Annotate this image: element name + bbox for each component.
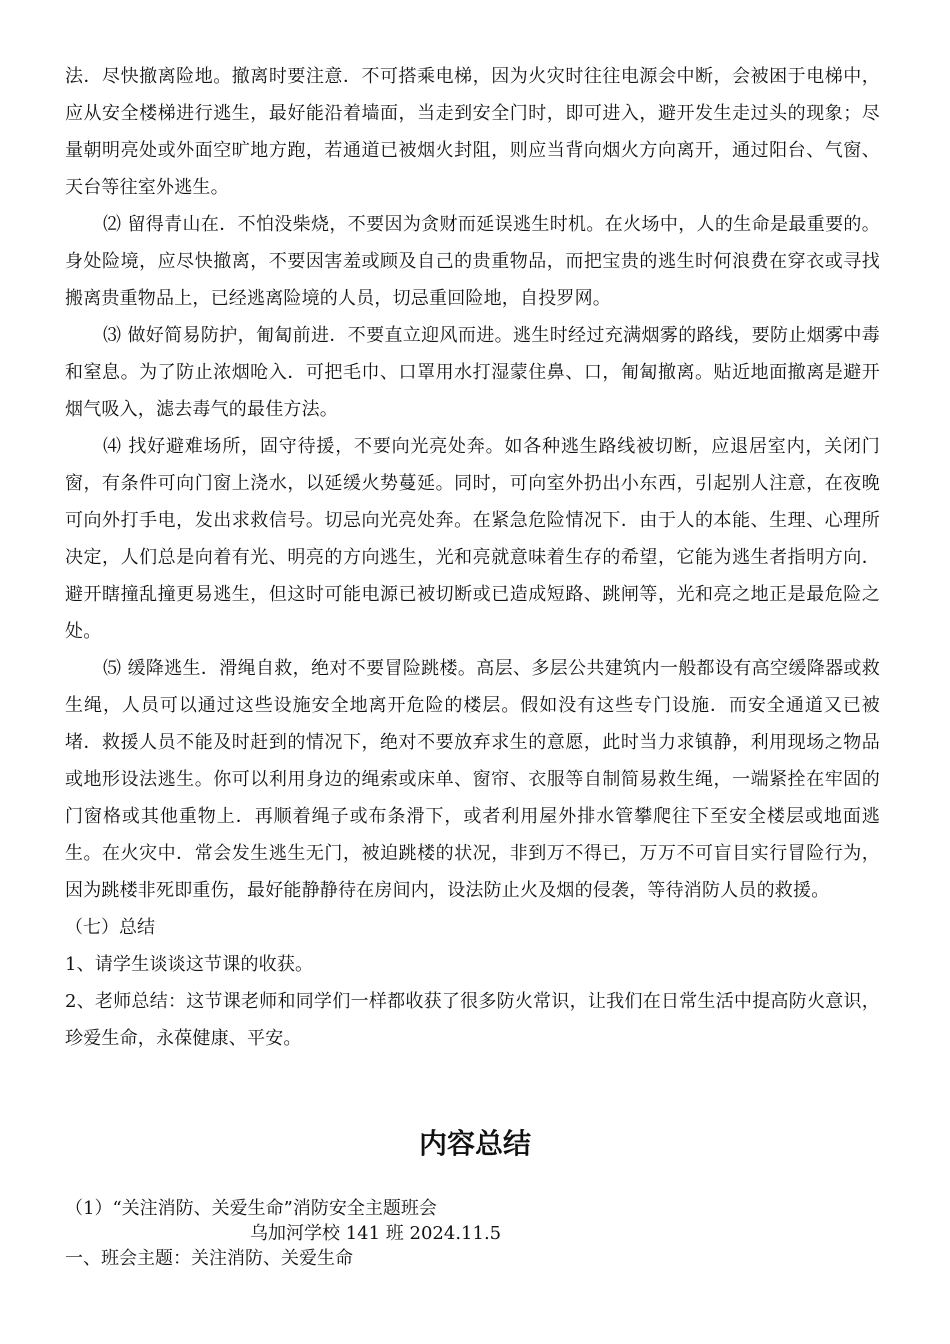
section-title: 内容总结 bbox=[418, 1127, 531, 1160]
summary-line-topic: （1）“关注消防、关爱生命”消防安全主题班会 bbox=[65, 1198, 437, 1219]
summary-item-2: 2、老师总结：这节课老师和同学们一样都收获了很多防火常识，让我们在日常生活中提高防火意识，珍爱生命，永葆健康、平安。 bbox=[65, 991, 880, 1049]
summary-line-school: 乌加河学校 141 班 2024.11.5 bbox=[250, 1223, 502, 1244]
paragraph-item-5: ⑸ 缓降逃生．滑绳自救，绝对不要冒险跳楼。高层、多层公共建筑内一般都设有高空缓降器或救生绳，人员可以通过这些设施安全地离开危险的楼层。假如没有这些专门设施．而安全通道又已被堵．救援人员不能及时赶到的情况下，绝对不要放弃求生的意愿，此时当力求镇静，利用现场之物品或地形设法逃生。你可以利用身边的绳索或床单、窗帘、衣服等自制简易救生绳，一端紧拴在牢固的门窗格或其他重物上．再顺着绳子或布条滑下，或者利用屋外排水管攀爬往下至安全楼层或地面逃生。在火灾中．常会发生逃生无门，被迫跳楼的状况，非到万不得已，万万不可盲目实行冒险行为，因为跳楼非死即重伤，最好能静静待在房间内，设法防止火及烟的侵袭，等待消防人员的救援。 bbox=[65, 658, 880, 901]
paragraph-item-4: ⑷ 找好避难场所，固守待援，不要向光亮处奔。如各种逃生路线被切断，应退居室内，关闭门窗，有条件可向门窗上浇水，以延缓火势蔓延。同时，可向室外扔出小东西，引起别人注意，在夜晚可向外打手电，发出求救信号。切忌向光亮处奔。在紧急危险情况下．由于人的本能、生理、心理所决定，人们总是向着有光、明亮的方向逃生，光和亮就意味着生存的希望，它能为逃生者指明方向．避开瞎撞乱撞更易逃生，但这时可能电源已被切断或已造成短路、跳闸等，光和亮之地正是最危险之处。 bbox=[65, 436, 880, 642]
document-body bbox=[65, 58, 880, 1057]
summary-line-theme: 一、班会主题：关注消防、关爱生命 bbox=[65, 1248, 353, 1269]
paragraph-item-2: ⑵ 留得青山在．不怕没柴烧，不要因为贪财而延误逃生时机。在火场中，人的生命是最重要的。身处险境，应尽快撤离，不要因害羞或顾及自己的贵重物品，而把宝贵的逃生时何浪费在穿衣或寻找搬离贵重物品上，已经逃离险境的人员，切忌重回险地，自投罗网。 bbox=[65, 214, 880, 309]
summary-heading: （七）总结 bbox=[65, 917, 155, 938]
paragraph-escape-route: 法．尽快撤离险地。撤离时要注意．不可搭乘电梯，因为火灾时往往电源会中断，会被困于电梯中，应从安全楼梯进行逃生，最好能沿着墙面，当走到安全门时，即可进入，避开发生走过头的现象；尽量朝明亮处或外面空旷地方跑，若通道已被烟火封阻，则应当背向烟火方向离开，通过阳台、气窗、天台等往室外逃生。 bbox=[65, 66, 880, 198]
paragraph-item-3: ⑶ 做好简易防护，匍匐前进．不要直立迎风而进。逃生时经过充满烟雾的路线，要防止烟雾中毒和窒息。为了防止浓烟呛入．可把毛巾、口罩用水打湿蒙住鼻、口，匍匐撤离。贴近地面撤离是避开烟气吸入，滤去毒气的最佳方法。 bbox=[65, 325, 880, 420]
summary-item-1: 1、请学生谈谈这节课的收获。 bbox=[65, 954, 314, 975]
